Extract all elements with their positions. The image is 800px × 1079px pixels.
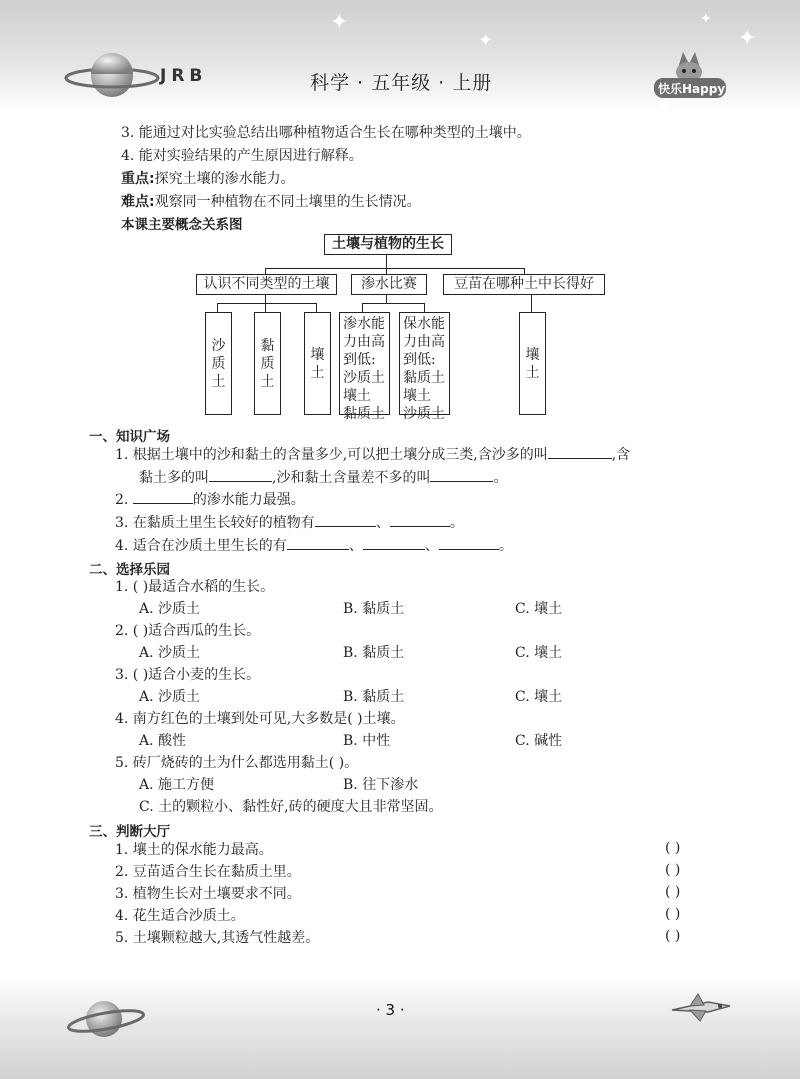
answer-blank[interactable] <box>287 535 349 550</box>
choice-question-1: 1. ( )最适合水稻的生长。 <box>115 579 275 595</box>
question-text: ,含 <box>611 447 631 463</box>
choice-option-c[interactable]: C. 碱性 <box>515 733 563 749</box>
map-best-soil <box>519 312 546 415</box>
retention-order-line: 黏质土 <box>403 370 445 386</box>
separator: 、 <box>348 538 363 554</box>
difficulty-label: 难点: <box>121 194 155 210</box>
objective-3: 3. 能通过对比实验总结出哪种植物适合生长在哪种类型的土壤中。 <box>121 125 531 141</box>
question-text: 1. 根据土壤中的沙和黏土的含量多少,可以把土壤分成三类,含沙多的叫 <box>115 447 548 463</box>
sparkle-icon: ✦ <box>700 11 712 27</box>
question-text: 的渗水能力最强。 <box>192 492 305 508</box>
retention-order-line: 到低: <box>403 352 436 368</box>
mascot-logo <box>650 48 730 113</box>
map-connector <box>217 303 317 304</box>
judge-item-5: 5. 土壤颗粒越大,其透气性越差。 <box>115 930 320 946</box>
space-shuttle-icon <box>668 990 738 1024</box>
fill-question-2 <box>115 489 305 510</box>
choice-option-c[interactable]: C. 土的颗粒小、黏性好,砖的硬度大且非常坚固。 <box>139 799 443 815</box>
judge-answer-bracket[interactable]: ( ) <box>665 906 681 922</box>
question-number: 2. <box>115 492 129 508</box>
choice-option-b[interactable]: B. 往下渗水 <box>343 777 419 793</box>
key-point-label: 重点: <box>121 171 155 187</box>
page-number: · 3 · <box>376 1001 405 1019</box>
punctuation: 。 <box>498 538 513 554</box>
retention-order-line: 保水能 <box>403 316 445 332</box>
answer-blank[interactable] <box>439 535 499 550</box>
answer-blank[interactable] <box>430 467 493 482</box>
map-soil-clay <box>254 312 281 415</box>
concept-map-heading: 本课主要概念关系图 <box>121 217 243 233</box>
answer-blank[interactable] <box>133 489 193 504</box>
answer-blank[interactable] <box>363 535 425 550</box>
fill-question-1b <box>139 467 507 488</box>
map-connector <box>386 254 387 268</box>
fill-question-1a <box>115 444 630 465</box>
fill-question-4 <box>115 535 513 556</box>
fill-question-3 <box>115 512 464 533</box>
seepage-order-line: 渗水能 <box>343 316 385 332</box>
map-connector <box>386 294 387 303</box>
map-soil-loam <box>304 312 331 415</box>
map-retention-order <box>399 312 450 422</box>
map-branch-soil-types: 认识不同类型的土壤 <box>196 274 337 295</box>
choice-option-c[interactable]: C. 壤土 <box>515 645 563 661</box>
map-root: 土壤与植物的生长 <box>324 234 452 255</box>
choice-question-3: 3. ( )适合小麦的生长。 <box>115 667 261 683</box>
judge-answer-bracket[interactable]: ( ) <box>665 884 681 900</box>
judge-answer-bracket[interactable]: ( ) <box>665 928 681 944</box>
choice-option-b[interactable]: B. 黏质土 <box>343 601 405 617</box>
judge-item-3: 3. 植物生长对土壤要求不同。 <box>115 886 301 902</box>
key-point <box>121 169 295 189</box>
seepage-order-line: 黏质土 <box>343 406 385 422</box>
answer-blank[interactable] <box>315 512 376 527</box>
seepage-order-line: 力由高 <box>343 334 385 350</box>
section-choice-title: 二、选择乐园 <box>89 562 170 578</box>
best-soil-label: 壤土 <box>525 346 540 381</box>
judge-answer-bracket[interactable]: ( ) <box>665 862 681 878</box>
judge-item-2: 2. 豆苗适合生长在黏质土里。 <box>115 864 301 880</box>
choice-option-a[interactable]: A. 施工方便 <box>139 777 215 793</box>
judge-answer-bracket[interactable]: ( ) <box>665 840 681 856</box>
key-point-text: 探究土壤的渗水能力。 <box>154 171 295 187</box>
seepage-order-line: 沙质土 <box>343 370 385 386</box>
choice-option-b[interactable]: B. 中性 <box>343 733 391 749</box>
sparkle-icon: ✦ <box>738 26 757 51</box>
seepage-order-line: 到低: <box>343 352 376 368</box>
page-title: 科学 · 五年级 · 上册 <box>310 72 493 94</box>
sparkle-icon: ✦ <box>330 10 349 35</box>
choice-option-a[interactable]: A. 酸性 <box>139 733 187 749</box>
map-connector <box>265 294 266 303</box>
answer-blank[interactable] <box>209 467 272 482</box>
retention-order-line: 壤土 <box>403 388 431 404</box>
mascot-logo-text: 快乐Happy精灵 <box>658 82 726 113</box>
punctuation: 。 <box>449 515 464 531</box>
seepage-order-line: 壤土 <box>343 388 371 404</box>
choice-option-a[interactable]: A. 沙质土 <box>139 645 201 661</box>
choice-option-a[interactable]: A. 沙质土 <box>139 689 201 705</box>
choice-option-b[interactable]: B. 黏质土 <box>343 689 405 705</box>
question-text: 4. 适合在沙质土里生长的有 <box>115 538 287 554</box>
question-text: 3. 在黏质土里生长较好的植物有 <box>115 515 315 531</box>
planet-icon <box>62 48 162 104</box>
question-text: 黏土多的叫 <box>139 470 209 486</box>
section-knowledge-title: 一、知识广场 <box>89 429 170 445</box>
sparkle-icon: ✦ <box>478 30 494 51</box>
retention-order-line: 沙质土 <box>403 406 445 422</box>
soil-sandy-label: 沙质土 <box>211 337 226 390</box>
choice-option-c[interactable]: C. 壤土 <box>515 689 563 705</box>
answer-blank[interactable] <box>390 512 450 527</box>
retention-order-line: 力由高 <box>403 334 445 350</box>
map-branch-seepage: 渗水比赛 <box>351 274 427 295</box>
difficulty-text: 观察同一种植物在不同土壤里的生长情况。 <box>154 194 421 210</box>
separator: 、 <box>375 515 390 531</box>
question-text: ,沙和黏土含量差不多的叫 <box>272 470 431 486</box>
section-judge-title: 三、判断大厅 <box>89 824 170 840</box>
map-soil-sandy <box>205 312 232 415</box>
soil-clay-label: 黏质土 <box>260 337 275 390</box>
choice-option-c[interactable]: C. 壤土 <box>515 601 563 617</box>
map-seepage-order <box>339 312 390 422</box>
separator: 、 <box>424 538 439 554</box>
difficulty-point <box>121 192 421 212</box>
choice-question-2: 2. ( )适合西瓜的生长。 <box>115 623 261 639</box>
map-connector <box>362 303 424 304</box>
choice-option-a[interactable]: A. 沙质土 <box>139 601 201 617</box>
planet-icon <box>66 994 148 1042</box>
map-branch-bean-growth: 豆苗在哪种土中长得好 <box>443 274 605 295</box>
question-text: 。 <box>493 470 508 486</box>
choice-option-b[interactable]: B. 黏质土 <box>343 645 405 661</box>
brand-logo: JRB <box>160 66 208 86</box>
choice-question-4: 4. 南方红色的土壤到处可见,大多数是( )土壤。 <box>115 711 405 727</box>
choice-question-5: 5. 砖厂烧砖的土为什么都选用黏土( )。 <box>115 755 359 771</box>
objective-4: 4. 能对实验结果的产生原因进行解释。 <box>121 148 363 164</box>
answer-blank[interactable] <box>548 444 612 459</box>
soil-loam-label: 壤土 <box>310 346 325 381</box>
judge-item-4: 4. 花生适合沙质土。 <box>115 908 245 924</box>
judge-item-1: 1. 壤土的保水能力最高。 <box>115 842 273 858</box>
map-connector <box>531 294 532 313</box>
map-connector <box>265 268 524 269</box>
